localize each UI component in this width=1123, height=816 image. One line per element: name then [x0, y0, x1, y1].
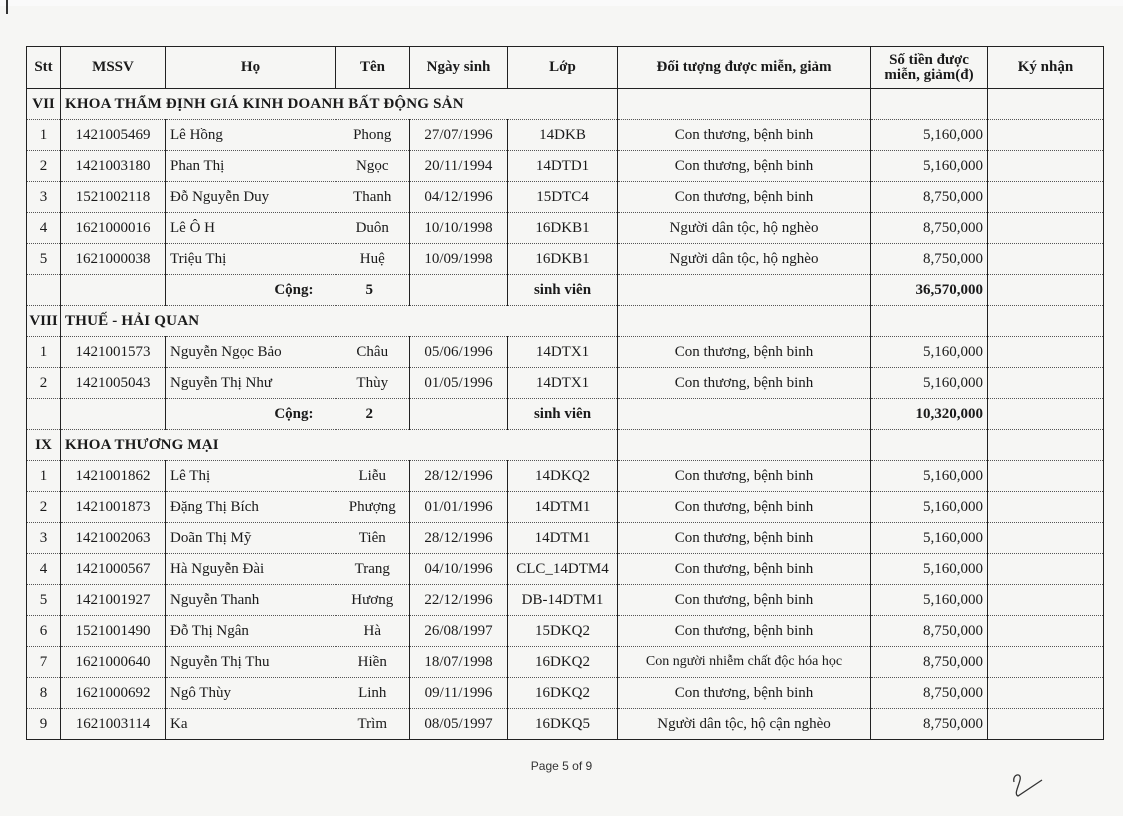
lop-cell: 16DKB1 [508, 213, 618, 244]
mssv-cell: 1621000038 [61, 244, 166, 275]
ho-cell: Lê Ô H [166, 213, 336, 244]
mssv-cell: 1421001873 [61, 492, 166, 523]
total-label: Cộng: [166, 399, 336, 430]
col-so-tien-header [871, 47, 988, 89]
so-tien-cell: 5,160,000 [871, 151, 988, 182]
empty-cell [871, 306, 988, 337]
ho-cell: Nguyễn Thị Thu [166, 647, 336, 678]
so-tien-cell: 8,750,000 [871, 616, 988, 647]
lop-cell: CLC_14DTM4 [508, 554, 618, 585]
table-row [27, 616, 1104, 647]
mssv-cell: 1421002063 [61, 523, 166, 554]
stt-cell: 6 [27, 616, 61, 647]
ky-nhan-cell [988, 213, 1104, 244]
ho-cell: Triệu Thị [166, 244, 336, 275]
empty-cell [618, 430, 871, 461]
so-tien-cell: 8,750,000 [871, 244, 988, 275]
ho-cell: Ngô Thùy [166, 678, 336, 709]
table-row [27, 368, 1104, 399]
table-row [27, 678, 1104, 709]
stt-cell: 5 [27, 244, 61, 275]
doi-tuong-cell: Con thương, bệnh binh [618, 616, 871, 647]
table-row [27, 647, 1104, 678]
ngay-sinh-cell: 28/12/1996 [410, 461, 508, 492]
mssv-cell: 1421001573 [61, 337, 166, 368]
mssv-cell: 1421005043 [61, 368, 166, 399]
ky-nhan-cell [988, 678, 1104, 709]
doi-tuong-cell: Con thương, bệnh binh [618, 523, 871, 554]
total-unit: sinh viên [508, 399, 618, 430]
ngay-sinh-cell: 01/01/1996 [410, 492, 508, 523]
empty-cell [988, 89, 1104, 120]
stt-cell: 8 [27, 678, 61, 709]
mssv-cell: 1621000016 [61, 213, 166, 244]
col-stt-header: Stt [27, 47, 61, 89]
ky-nhan-cell [988, 399, 1104, 430]
lop-cell: 14DTM1 [508, 523, 618, 554]
doi-tuong-cell: Con thương, bệnh binh [618, 461, 871, 492]
empty-cell [618, 399, 871, 430]
col-ngay-sinh-header: Ngày sinh [410, 47, 508, 89]
scan-edge [0, 0, 1123, 6]
table-row [27, 213, 1104, 244]
ngay-sinh-cell: 01/05/1996 [410, 368, 508, 399]
col-ho-header: Họ [166, 47, 336, 89]
stt-cell: 9 [27, 709, 61, 740]
doi-tuong-cell: Con thương, bệnh binh [618, 678, 871, 709]
empty-cell [618, 306, 871, 337]
lop-cell: 14DTD1 [508, 151, 618, 182]
ngay-sinh-cell: 04/10/1996 [410, 554, 508, 585]
section-total-row [27, 275, 1104, 306]
ten-cell: Duôn [336, 213, 410, 244]
table-body [27, 89, 1104, 740]
stt-cell: 5 [27, 585, 61, 616]
ngay-sinh-cell: 05/06/1996 [410, 337, 508, 368]
lop-cell: DB-14DTM1 [508, 585, 618, 616]
ky-nhan-cell [988, 709, 1104, 740]
ky-nhan-cell [988, 585, 1104, 616]
ten-cell: Châu [336, 337, 410, 368]
empty-cell [988, 430, 1104, 461]
table-row [27, 585, 1104, 616]
lop-cell: 14DKQ2 [508, 461, 618, 492]
table-row [27, 554, 1104, 585]
table-row [27, 337, 1104, 368]
empty-cell [871, 430, 988, 461]
section-code: VIII [27, 306, 61, 337]
empty-cell [61, 275, 166, 306]
stt-cell: 3 [27, 182, 61, 213]
col-ten-header: Tên [336, 47, 410, 89]
empty-cell [618, 275, 871, 306]
ngay-sinh-cell: 10/10/1998 [410, 213, 508, 244]
ho-cell: Lê Hồng [166, 120, 336, 151]
so-tien-cell: 5,160,000 [871, 585, 988, 616]
stt-cell: 2 [27, 151, 61, 182]
ten-cell: Trang [336, 554, 410, 585]
col-doi-tuong-header: Đối tượng được miễn, giảm [618, 47, 871, 89]
ho-cell: Ka [166, 709, 336, 740]
lop-cell: 14DTM1 [508, 492, 618, 523]
lop-cell: 16DKB1 [508, 244, 618, 275]
doi-tuong-cell: Con thương, bệnh binh [618, 182, 871, 213]
doi-tuong-cell: Con thương, bệnh binh [618, 492, 871, 523]
mssv-cell: 1421001927 [61, 585, 166, 616]
ky-nhan-cell [988, 368, 1104, 399]
table-row [27, 244, 1104, 275]
so-tien-cell: 5,160,000 [871, 461, 988, 492]
stt-cell: 3 [27, 523, 61, 554]
stt-cell: 1 [27, 337, 61, 368]
ho-cell: Doãn Thị Mỹ [166, 523, 336, 554]
table-row [27, 120, 1104, 151]
doi-tuong-cell: Con thương, bệnh binh [618, 585, 871, 616]
ky-nhan-cell [988, 337, 1104, 368]
signature-mark [1008, 770, 1048, 800]
section-header-row [27, 89, 1104, 120]
ten-cell: Linh [336, 678, 410, 709]
so-tien-cell: 5,160,000 [871, 368, 988, 399]
ho-cell: Đỗ Nguyễn Duy [166, 182, 336, 213]
ky-nhan-cell [988, 616, 1104, 647]
empty-cell [410, 399, 508, 430]
section-title: KHOA THẨM ĐỊNH GIÁ KINH DOANH BẤT ĐỘNG SẢN [61, 89, 618, 120]
ten-cell: Thanh [336, 182, 410, 213]
so-tien-header-line1: Số tiền được [889, 51, 969, 68]
section-total-row [27, 399, 1104, 430]
ngay-sinh-cell: 27/07/1996 [410, 120, 508, 151]
doi-tuong-cell: Người dân tộc, hộ nghèo [618, 244, 871, 275]
ky-nhan-cell [988, 554, 1104, 585]
mssv-cell: 1421001862 [61, 461, 166, 492]
table-header-row [27, 47, 1104, 89]
ngay-sinh-cell: 20/11/1994 [410, 151, 508, 182]
so-tien-cell: 5,160,000 [871, 523, 988, 554]
stt-cell: 7 [27, 647, 61, 678]
ngay-sinh-cell: 28/12/1996 [410, 523, 508, 554]
mssv-cell: 1621000640 [61, 647, 166, 678]
lop-cell: 16DKQ2 [508, 678, 618, 709]
doi-tuong-cell: Con thương, bệnh binh [618, 151, 871, 182]
so-tien-cell: 8,750,000 [871, 647, 988, 678]
ky-nhan-cell [988, 151, 1104, 182]
table-row [27, 182, 1104, 213]
section-code: VII [27, 89, 61, 120]
page-footer: Page 5 of 9 [530, 759, 593, 773]
ten-cell: Trìm [336, 709, 410, 740]
total-count: 2 [336, 399, 410, 430]
ngay-sinh-cell: 08/05/1997 [410, 709, 508, 740]
lop-cell: 15DTC4 [508, 182, 618, 213]
ky-nhan-cell [988, 120, 1104, 151]
lop-cell: 14DTX1 [508, 337, 618, 368]
so-tien-cell: 5,160,000 [871, 120, 988, 151]
col-ky-nhan-header: Ký nhận [988, 47, 1104, 89]
empty-cell [61, 399, 166, 430]
ten-cell: Ngọc [336, 151, 410, 182]
lop-cell: 14DKB [508, 120, 618, 151]
ngay-sinh-cell: 09/11/1996 [410, 678, 508, 709]
doi-tuong-cell: Con người nhiễm chất độc hóa học [618, 647, 871, 678]
ho-cell: Hà Nguyễn Đài [166, 554, 336, 585]
ten-cell: Phượng [336, 492, 410, 523]
mssv-cell: 1421003180 [61, 151, 166, 182]
ky-nhan-cell [988, 461, 1104, 492]
lop-cell: 16DKQ5 [508, 709, 618, 740]
table-row [27, 709, 1104, 740]
doi-tuong-cell: Con thương, bệnh binh [618, 368, 871, 399]
doi-tuong-cell: Con thương, bệnh binh [618, 554, 871, 585]
scan-mark [6, 0, 8, 14]
total-count: 5 [336, 275, 410, 306]
lop-cell: 16DKQ2 [508, 647, 618, 678]
ngay-sinh-cell: 26/08/1997 [410, 616, 508, 647]
ten-cell: Hiền [336, 647, 410, 678]
doi-tuong-cell: Con thương, bệnh binh [618, 120, 871, 151]
section-header-row [27, 306, 1104, 337]
total-unit: sinh viên [508, 275, 618, 306]
table-row [27, 523, 1104, 554]
ho-cell: Nguyễn Thị Như [166, 368, 336, 399]
so-tien-cell: 5,160,000 [871, 337, 988, 368]
table-row [27, 151, 1104, 182]
doi-tuong-cell: Con thương, bệnh binh [618, 337, 871, 368]
table-row [27, 492, 1104, 523]
empty-cell [27, 275, 61, 306]
section-title: KHOA THƯƠNG MẠI [61, 430, 618, 461]
so-tien-cell: 5,160,000 [871, 492, 988, 523]
ho-cell: Nguyễn Thanh [166, 585, 336, 616]
so-tien-cell: 8,750,000 [871, 182, 988, 213]
ho-cell: Phan Thị [166, 151, 336, 182]
ho-cell: Đặng Thị Bích [166, 492, 336, 523]
empty-cell [988, 306, 1104, 337]
col-mssv-header: MSSV [61, 47, 166, 89]
ten-cell: Hà [336, 616, 410, 647]
empty-cell [410, 275, 508, 306]
ten-cell: Liễu [336, 461, 410, 492]
student-fee-table [26, 46, 1104, 740]
ten-cell: Huệ [336, 244, 410, 275]
ky-nhan-cell [988, 275, 1104, 306]
mssv-cell: 1621003114 [61, 709, 166, 740]
ten-cell: Phong [336, 120, 410, 151]
mssv-cell: 1521001490 [61, 616, 166, 647]
ho-cell: Lê Thị [166, 461, 336, 492]
total-label: Cộng: [166, 275, 336, 306]
stt-cell: 2 [27, 368, 61, 399]
ky-nhan-cell [988, 182, 1104, 213]
mssv-cell: 1421000567 [61, 554, 166, 585]
mssv-cell: 1421005469 [61, 120, 166, 151]
section-title: THUẾ - HẢI QUAN [61, 306, 618, 337]
ten-cell: Tiên [336, 523, 410, 554]
col-lop-header: Lớp [508, 47, 618, 89]
so-tien-header-line2: miễn, giảm(đ) [884, 66, 974, 83]
ky-nhan-cell [988, 647, 1104, 678]
so-tien-cell: 8,750,000 [871, 213, 988, 244]
stt-cell: 1 [27, 120, 61, 151]
ngay-sinh-cell: 10/09/1998 [410, 244, 508, 275]
total-amount: 10,320,000 [871, 399, 988, 430]
table-row [27, 461, 1104, 492]
empty-cell [27, 399, 61, 430]
ngay-sinh-cell: 04/12/1996 [410, 182, 508, 213]
ky-nhan-cell [988, 244, 1104, 275]
stt-cell: 2 [27, 492, 61, 523]
doi-tuong-cell: Người dân tộc, hộ cận nghèo [618, 709, 871, 740]
ho-cell: Nguyễn Ngọc Bảo [166, 337, 336, 368]
empty-cell [618, 89, 871, 120]
lop-cell: 14DTX1 [508, 368, 618, 399]
ten-cell: Thùy [336, 368, 410, 399]
stt-cell: 4 [27, 554, 61, 585]
stt-cell: 1 [27, 461, 61, 492]
ten-cell: Hương [336, 585, 410, 616]
so-tien-cell: 8,750,000 [871, 678, 988, 709]
mssv-cell: 1521002118 [61, 182, 166, 213]
lop-cell: 15DKQ2 [508, 616, 618, 647]
empty-cell [871, 89, 988, 120]
ngay-sinh-cell: 22/12/1996 [410, 585, 508, 616]
ky-nhan-cell [988, 523, 1104, 554]
doi-tuong-cell: Người dân tộc, hộ nghèo [618, 213, 871, 244]
ky-nhan-cell [988, 492, 1104, 523]
total-amount: 36,570,000 [871, 275, 988, 306]
ho-cell: Đỗ Thị Ngân [166, 616, 336, 647]
mssv-cell: 1621000692 [61, 678, 166, 709]
so-tien-cell: 8,750,000 [871, 709, 988, 740]
section-header-row [27, 430, 1104, 461]
ngay-sinh-cell: 18/07/1998 [410, 647, 508, 678]
section-code: IX [27, 430, 61, 461]
stt-cell: 4 [27, 213, 61, 244]
so-tien-cell: 5,160,000 [871, 554, 988, 585]
